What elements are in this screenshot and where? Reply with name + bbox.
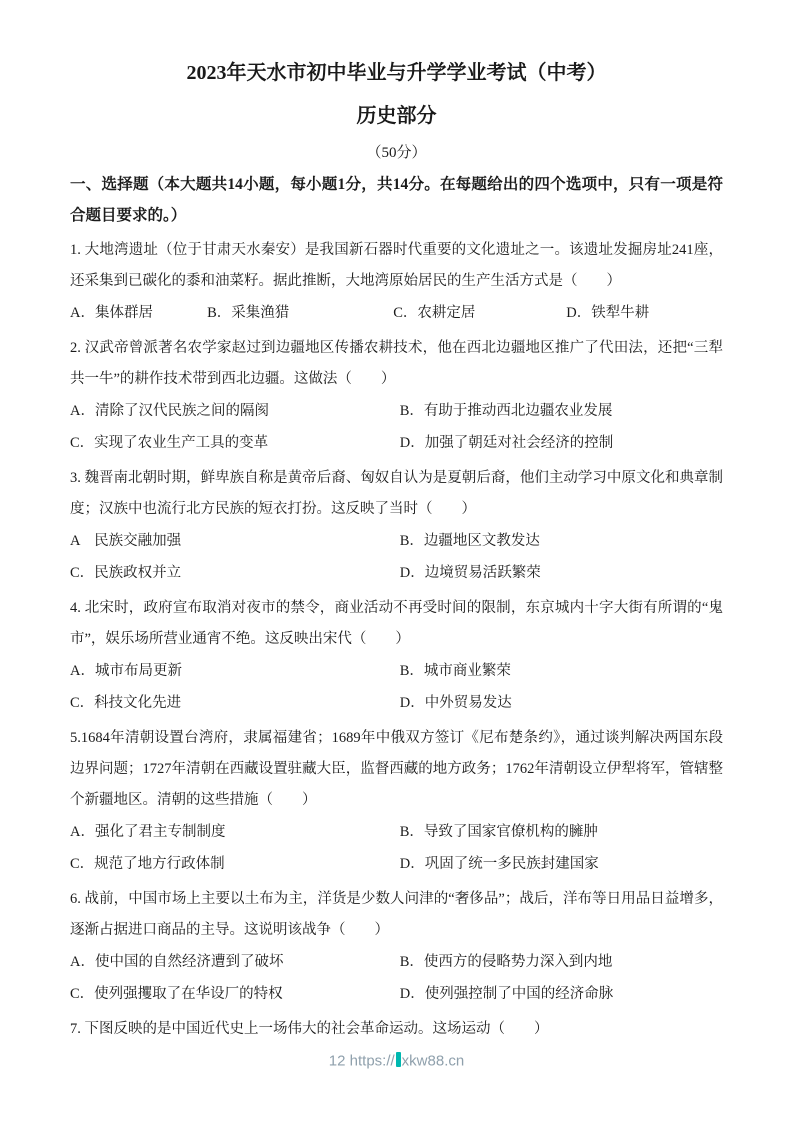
option: D．边境贸易活跃繁荣	[399, 565, 541, 581]
option: A．城市布局更新	[70, 663, 182, 679]
option: A．清除了汉代民族之间的隔阂	[70, 403, 269, 419]
score-note: （50分）	[366, 145, 427, 161]
option: A．集体群居	[70, 305, 153, 321]
options-group	[70, 297, 723, 329]
xkw-logo-icon	[396, 1052, 401, 1067]
option: D．巩固了统一多民族封建国家	[399, 856, 599, 872]
page-footer	[0, 1052, 793, 1070]
page-number: 12	[328, 1052, 346, 1070]
option: C．民族政权并立	[70, 565, 182, 581]
option: C．科技文化先进	[70, 695, 182, 711]
options-group	[70, 525, 723, 589]
footer-url-suffix: xkw88.cn	[401, 1052, 465, 1070]
options-group	[70, 946, 723, 1010]
option: C．使列强攫取了在华设厂的特权	[70, 986, 283, 1002]
exam-title: 2023年天水市初中毕业与升学学业考试（中考）	[186, 62, 607, 84]
option: B．采集渔猎	[207, 305, 290, 321]
option: C．规范了地方行政体制	[70, 856, 225, 872]
option: B．使西方的侵略势力深入到内地	[399, 954, 613, 970]
question-stem: 6. 战前，中国市场上主要以土布为主，洋货是少数人问津的“奢侈品”；战后，洋布等日用品日益增多，逐渐占据进口商品的主导。这说明该战争（ ）	[70, 891, 723, 938]
option: C．实现了农业生产工具的变革	[70, 435, 269, 451]
option: B．有助于推动西北边疆农业发展	[399, 403, 613, 419]
question-stem: 3. 魏晋南北朝时期，鲜卑族自称是黄帝后裔、匈奴自认为是夏朝后裔，他们主动学习中原文化和典章制度；汉族中也流行北方民族的短衣打扮。这反映了当时（ ）	[70, 470, 723, 517]
question-6	[70, 884, 723, 1010]
option: D．中外贸易发达	[399, 695, 512, 711]
option: D．使列强控制了中国的经济命脉	[399, 986, 614, 1002]
question-stem: 5.1684年清朝设置台湾府，隶属福建省；1689年中俄双方签订《尼布楚条约》，通过谈判解决两国东段边界问题；1727年清朝在西藏设置驻藏大臣，监督西藏的地方政务；1762年清朝设立伊犁将军，管辖整个新疆地区。清朝的这些措施（ ）	[70, 730, 723, 808]
question-stem: 2. 汉武帝曾派著名农学家赵过到边疆地区传播农耕技术，他在西北边疆地区推广了代田法，还把“三犁共一牛”的耕作技术带到西北边疆。这做法（ ）	[70, 340, 723, 387]
option: A 民族交融加强	[70, 533, 182, 549]
option: B．边疆地区文教发达	[399, 533, 540, 549]
question-3	[70, 463, 723, 589]
question-1	[70, 235, 723, 329]
question-4	[70, 593, 723, 719]
option: A．强化了君主专制制度	[70, 824, 226, 840]
options-group	[70, 395, 723, 459]
option: A．使中国的自然经济遭到了破坏	[70, 954, 284, 970]
exam-subtitle: 历史部分	[356, 105, 437, 127]
question-2	[70, 333, 723, 459]
option: B．城市商业繁荣	[399, 663, 511, 679]
questions-list	[70, 235, 723, 1045]
options-group	[70, 655, 723, 719]
question-stem: 7. 下图反映的是中国近代史上一场伟大的社会革命运动。这场运动（ ）	[70, 1021, 549, 1037]
question-stem: 1. 大地湾遗址（位于甘肃天水秦安）是我国新石器时代重要的文化遗址之一。该遗址发掘房址241座，还采集到已碳化的黍和油菜籽。据此推断，大地湾原始居民的生产生活方式是（ ）	[70, 242, 723, 289]
question-7	[70, 1014, 723, 1045]
option: D．加强了朝廷对社会经济的控制	[399, 435, 614, 451]
options-group	[70, 816, 723, 880]
option: C．农耕定居	[393, 305, 476, 321]
section-header: 一、选择题（本大题共14小题，每小题1分，共14分。在每题给出的四个选项中，只有一项是符合题目要求的。）	[70, 176, 723, 224]
option: B．导致了国家官僚机构的臃肿	[399, 824, 598, 840]
option: D．铁犁牛耕	[566, 305, 650, 321]
question-5	[70, 723, 723, 880]
footer-url-prefix: https://	[349, 1052, 395, 1070]
question-stem: 4. 北宋时，政府宣布取消对夜市的禁令，商业活动不再受时间的限制，东京城内十字大街有所谓的“鬼市”，娱乐场所营业通宵不绝。这反映出宋代（ ）	[70, 600, 723, 647]
